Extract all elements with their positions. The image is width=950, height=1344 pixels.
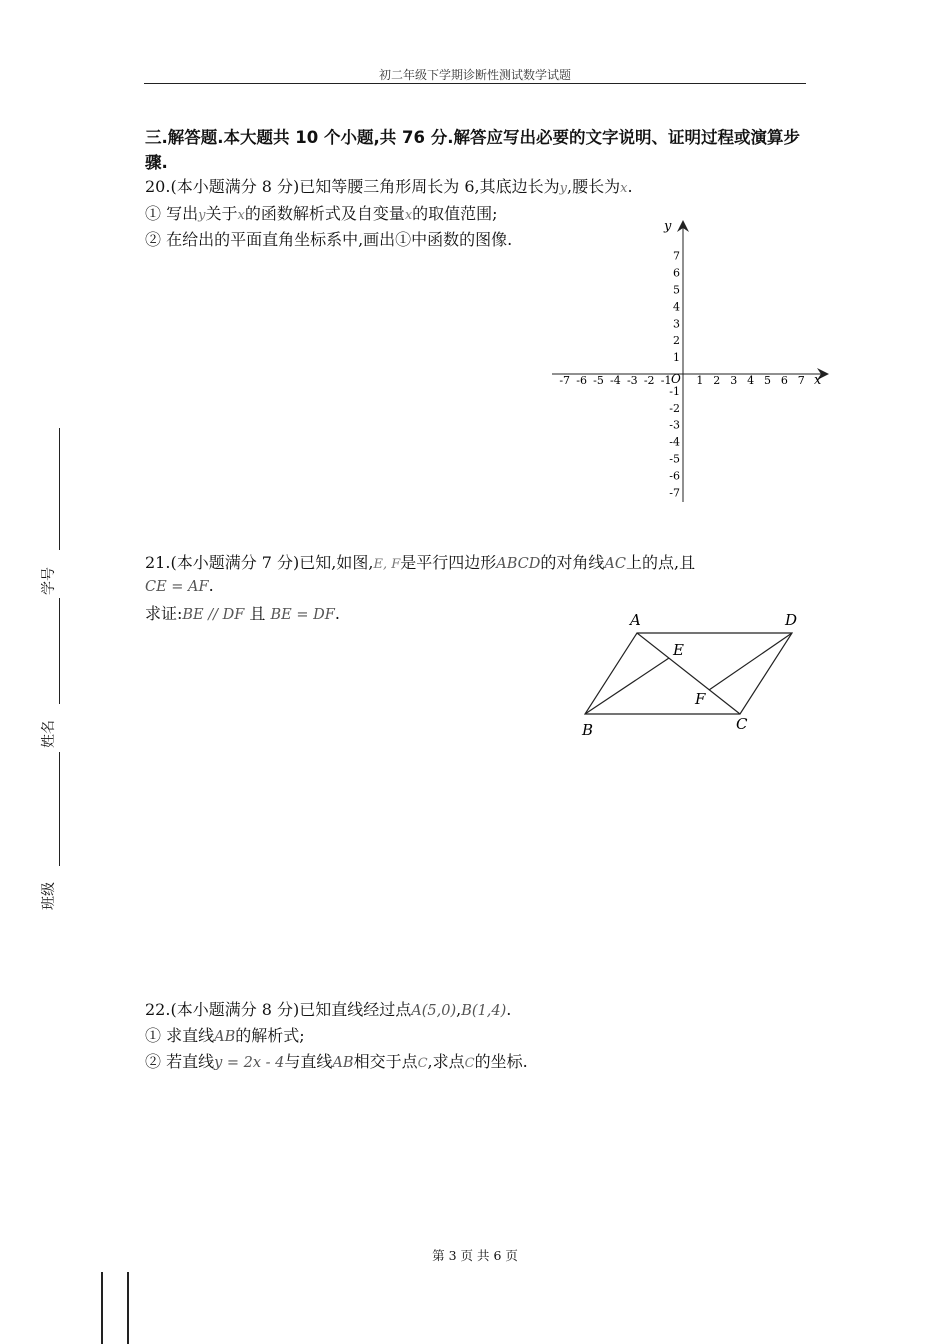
x-tick-label: -3: [626, 374, 638, 387]
x-tick-label: 7: [797, 374, 805, 387]
name-text: 姓名: [41, 720, 57, 748]
page-footer: 第 3 页 共 6 页: [432, 1248, 518, 1263]
y-tick-label: -6: [669, 469, 680, 483]
q21-points-ef: E, F: [373, 557, 401, 572]
x-tick-labels: [559, 374, 804, 387]
x-tick-label: -7: [559, 374, 571, 387]
q20-var-x: x: [620, 181, 628, 196]
label-a: A: [630, 611, 641, 629]
q20-var-y: y: [559, 181, 567, 196]
q21-abcd: ABCD: [496, 556, 541, 572]
y-tick-label: 1: [673, 351, 680, 365]
q22-line3-d: ,求点: [427, 1052, 465, 1071]
q21-condition: CE = AF: [145, 579, 209, 595]
label-b: B: [582, 721, 594, 739]
parallelogram-figure: [570, 605, 810, 745]
class-text: 班级: [41, 882, 57, 910]
y-tick-label: 6: [673, 266, 680, 280]
q21-line1-b: 是平行四边形: [400, 553, 497, 572]
q20-line1-c: .: [627, 177, 633, 196]
y-tick-label: -5: [669, 452, 680, 466]
q22-ab: AB: [214, 1029, 236, 1045]
class-blank: [59, 752, 60, 866]
q22-line2-b: 的解析式;: [235, 1026, 305, 1045]
name-label: [41, 708, 57, 748]
q20-line2-a: ① 写出: [145, 204, 199, 223]
student-id-text: 学号: [41, 567, 57, 595]
y-tick-label: -4: [669, 435, 680, 449]
q20-line2-x2: x: [404, 208, 413, 223]
q22-c: C: [417, 1056, 428, 1071]
coordinate-grid: [540, 210, 840, 510]
q21-line1-d: 上的点,且: [625, 553, 696, 572]
x-axis-label: x: [814, 373, 822, 388]
q22-line2-a: ① 求直线: [145, 1026, 215, 1045]
q22-line3-e: 的坐标.: [474, 1052, 528, 1071]
q21-line2: [145, 576, 214, 595]
q22-line3-b: 与直线: [284, 1052, 333, 1071]
q22-c2: C: [464, 1056, 475, 1071]
label-c: C: [736, 715, 748, 733]
section-heading: 三.解答题.本大题共 10 个小题,共 76 分.解答应写出必要的文字说明、证明过程或演算步骤.: [145, 128, 800, 172]
q22-line2: [145, 1023, 305, 1046]
q21-prove-b: 且: [249, 604, 266, 623]
q20-line2: [145, 201, 498, 224]
x-tick-label: -6: [576, 374, 587, 387]
y-tick-label: -7: [669, 486, 680, 500]
q20-line2-y: y: [198, 208, 206, 223]
q22-line1-a: 22.(本小题满分 8 分)已知直线经过点: [145, 1000, 412, 1019]
q21-line1: [145, 550, 695, 573]
name-blank: [59, 598, 60, 704]
y-axis-label: y: [664, 219, 672, 234]
label-e: E: [673, 641, 684, 659]
y-tick-label: 7: [673, 249, 680, 263]
y-tick-label: -2: [669, 401, 680, 415]
student-id-blank: [59, 428, 60, 550]
label-d: D: [785, 611, 798, 629]
q21-ac: AC: [604, 556, 626, 572]
x-tick-label: -4: [610, 374, 621, 387]
q22-line3: [145, 1049, 528, 1072]
q22-point-b: B(1,4): [461, 1003, 507, 1019]
q20-line1-b: ,腰长为: [567, 177, 621, 196]
q22-equation: y = 2x - 4: [214, 1055, 285, 1071]
q21-cond-end: .: [208, 576, 214, 595]
x-tick-label: -2: [643, 374, 655, 387]
y-tick-label: 3: [673, 317, 680, 331]
origin-label: O: [671, 372, 681, 386]
page-header-title: 初二年级下学期诊断性测试数学试题: [378, 68, 571, 82]
q21-prove-end: .: [334, 604, 340, 623]
y-tick-label: 5: [673, 283, 680, 297]
q22-comma: ,: [456, 1000, 462, 1019]
q21-prove-a: 求证:: [145, 604, 183, 623]
q20-line2-b: 关于: [205, 204, 238, 223]
q22-line3-c: 相交于点: [353, 1052, 418, 1071]
q21-line1-a: 21.(本小题满分 7 分)已知,如图,: [145, 553, 374, 572]
x-tick-label: -5: [593, 374, 604, 387]
y-tick-label: 2: [673, 334, 680, 348]
segment-be: [585, 658, 669, 714]
q22-line1: [145, 997, 511, 1020]
x-tick-label: -1: [660, 374, 672, 387]
y-tick-label: -1: [669, 384, 680, 398]
x-tick-label: 5: [764, 374, 771, 387]
q21-line1-c: 的对角线: [540, 553, 605, 572]
q20-line2-d: 的取值范围;: [412, 204, 498, 223]
q20-line2-x: x: [237, 208, 245, 223]
header-rule: [144, 83, 806, 84]
q21-line3: [145, 601, 340, 624]
x-tick-label: 1: [696, 374, 704, 387]
label-f: F: [695, 690, 706, 708]
q22-point-a: A(5,0): [411, 1003, 457, 1019]
binding-line-right: [127, 1272, 129, 1344]
q20-line1-a: 20.(本小题满分 8 分)已知等腰三角形周长为 6,其底边长为: [145, 177, 560, 196]
class-label: [41, 870, 57, 910]
binding-line-left: [101, 1272, 103, 1344]
x-tick-label: 4: [747, 374, 755, 387]
student-id-label: [41, 555, 57, 595]
q20-line3: ② 在给出的平面直角坐标系中,画出①中函数的图像.: [145, 230, 513, 249]
q20-line1: [145, 174, 633, 197]
diagonal-ac: [637, 633, 740, 714]
q21-prove-parallel: BE // DF: [182, 607, 245, 623]
y-tick-label: -3: [669, 418, 680, 432]
y-tick-label: 4: [673, 300, 680, 314]
x-tick-label: 2: [713, 374, 721, 387]
x-tick-label: 6: [780, 374, 788, 387]
q20-line2-c: 的函数解析式及自变量: [244, 204, 405, 223]
x-tick-label: 3: [730, 374, 738, 387]
q22-line3-a: ② 若直线: [145, 1052, 215, 1071]
segment-df: [709, 633, 792, 690]
q21-prove-equal: BE = DF: [270, 607, 335, 623]
q22-ab2: AB: [332, 1055, 354, 1071]
q22-line1-end: .: [506, 1000, 512, 1019]
